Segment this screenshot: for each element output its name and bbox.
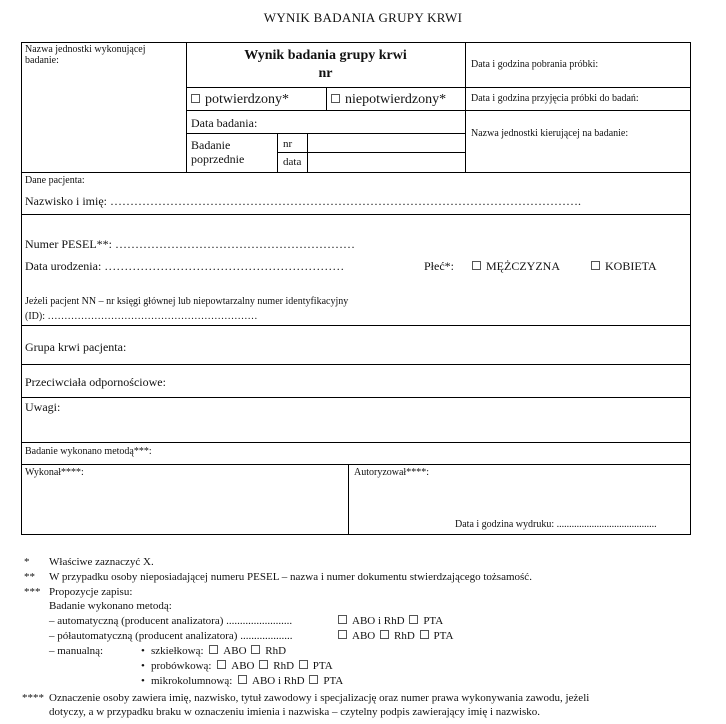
footnote-marker-2: ** bbox=[24, 571, 35, 583]
result-title: Wynik badania grupy krwi bbox=[244, 48, 407, 63]
notes-label: Uwagi: bbox=[25, 400, 61, 414]
glass-rhd-checkbox bbox=[251, 645, 260, 654]
footnote-2: W przypadku osoby nieposiadającej numeru PESEL – nazwa i numer dokumentu stwierdzającego tożsamość. bbox=[49, 571, 532, 583]
method-semiautomatic: – półautomatyczną (producent analizatora) ................... bbox=[49, 630, 293, 642]
bullet-1: • bbox=[141, 645, 145, 657]
female-checkbox[interactable] bbox=[591, 261, 600, 270]
column-abo-rhd-checkbox bbox=[238, 675, 247, 684]
nn-id-field[interactable]: (ID): ……………………………………………………… bbox=[25, 311, 258, 322]
method-semiautomatic-options: ABO RhD PTA bbox=[338, 630, 453, 643]
pesel-field[interactable]: Numer PESEL**: …………………………………………………… bbox=[25, 237, 355, 251]
nn-patient-note: Jeżeli pacjent NN – nr księgi głównej lub niepowtarzalny numer identyfikacyjny bbox=[25, 296, 349, 307]
previous-exam-label: Badanie bbox=[191, 138, 231, 152]
bullet-3: • bbox=[141, 675, 145, 687]
semi-rhd-checkbox bbox=[380, 630, 389, 639]
previous-nr-label: nr bbox=[283, 138, 293, 150]
auto-pta-checkbox bbox=[409, 615, 418, 624]
blood-group-label: Grupa krwi pacjenta: bbox=[25, 340, 127, 354]
performed-by-label: Wykonał****: bbox=[25, 467, 84, 478]
sample-received-label: Data i godzina przyjęcia próbki do badań: bbox=[471, 93, 639, 104]
footnote-4-cont: dotyczy, a w przypadku braku w oznaczeniu imienia i nazwiska – czytelny podpis zawierający imię i nazwisko. bbox=[49, 706, 541, 718]
auto-abo-rhd-checkbox bbox=[338, 615, 347, 624]
method-label: Badanie wykonano metodą***: bbox=[25, 446, 152, 457]
bullet-2: • bbox=[141, 660, 145, 672]
patient-section-label: Dane pacjenta: bbox=[25, 175, 85, 186]
column-pta-checkbox bbox=[309, 675, 318, 684]
tube-rhd-checkbox bbox=[259, 660, 268, 669]
antibodies-label: Przeciwciała odpornościowe: bbox=[25, 375, 166, 389]
tube-pta-checkbox bbox=[299, 660, 308, 669]
confirmed-option[interactable]: potwierdzony* bbox=[191, 92, 289, 108]
footnote-marker-4: **** bbox=[22, 692, 44, 704]
performing-unit-label: Nazwa jednostki wykonującej bbox=[25, 44, 146, 55]
authorized-by-label: Autoryzował****: bbox=[354, 467, 429, 478]
exam-date-label: Data badania: bbox=[191, 116, 258, 130]
semi-abo-checkbox bbox=[338, 630, 347, 639]
sex-female-option[interactable]: KOBIETA bbox=[591, 259, 657, 273]
footnote-3: Propozycje zapisu: bbox=[49, 586, 133, 598]
footnote-marker-1: * bbox=[24, 556, 30, 568]
method-automatic-options: ABO i RhD PTA bbox=[338, 615, 443, 628]
method-automatic: – automatyczną (producent analizatora) ........................ bbox=[49, 615, 293, 627]
referring-unit-label: Nazwa jednostki kierującej na badanie: bbox=[471, 128, 629, 139]
confirmed-checkbox[interactable] bbox=[191, 94, 200, 103]
manual-column: mikrokolumnową: ABO i RhD PTA bbox=[151, 675, 344, 687]
footnote-1: Właściwe zaznaczyć X. bbox=[49, 556, 154, 568]
performing-unit-label-cont: badanie: bbox=[25, 55, 59, 66]
document-title: WYNIK BADANIA GRUPY KRWI bbox=[263, 10, 463, 25]
method-manual: – manualną: bbox=[49, 645, 104, 657]
unconfirmed-checkbox[interactable] bbox=[331, 94, 340, 103]
manual-tube: probówkową: ABO RhD PTA bbox=[151, 660, 333, 672]
glass-abo-checkbox bbox=[209, 645, 218, 654]
footnote-4: Oznaczenie osoby zawiera imię, nazwisko, tytuł zawodowy i specjalizację oraz numer prawa wykonywania zawodu, jeżeli bbox=[49, 692, 590, 704]
sex-male-option[interactable]: MĘŻCZYZNA bbox=[472, 259, 560, 273]
previous-exam-label-cont: poprzednie bbox=[191, 152, 245, 166]
manual-glass: szkiełkową: ABO RhD bbox=[151, 645, 287, 657]
birth-date-field[interactable]: Data urodzenia: …………………………………………………… bbox=[25, 259, 345, 273]
footnote-3-intro: Badanie wykonano metodą: bbox=[49, 600, 172, 612]
patient-name-field[interactable]: Nazwisko i imię: ………………………………………………………………………………………………………. bbox=[25, 194, 581, 208]
print-date-label: Data i godzina wydruku: ........................................ bbox=[455, 519, 657, 530]
tube-abo-checkbox bbox=[217, 660, 226, 669]
male-checkbox[interactable] bbox=[472, 261, 481, 270]
semi-pta-checkbox bbox=[420, 630, 429, 639]
unconfirmed-option[interactable]: niepotwierdzony* bbox=[331, 92, 446, 108]
result-number-label: nr bbox=[318, 66, 333, 81]
sample-taken-label: Data i godzina pobrania próbki: bbox=[471, 59, 599, 70]
previous-date-label: data bbox=[283, 156, 302, 168]
footnote-marker-3: *** bbox=[24, 586, 41, 598]
sex-label: Płeć*: bbox=[424, 259, 454, 273]
